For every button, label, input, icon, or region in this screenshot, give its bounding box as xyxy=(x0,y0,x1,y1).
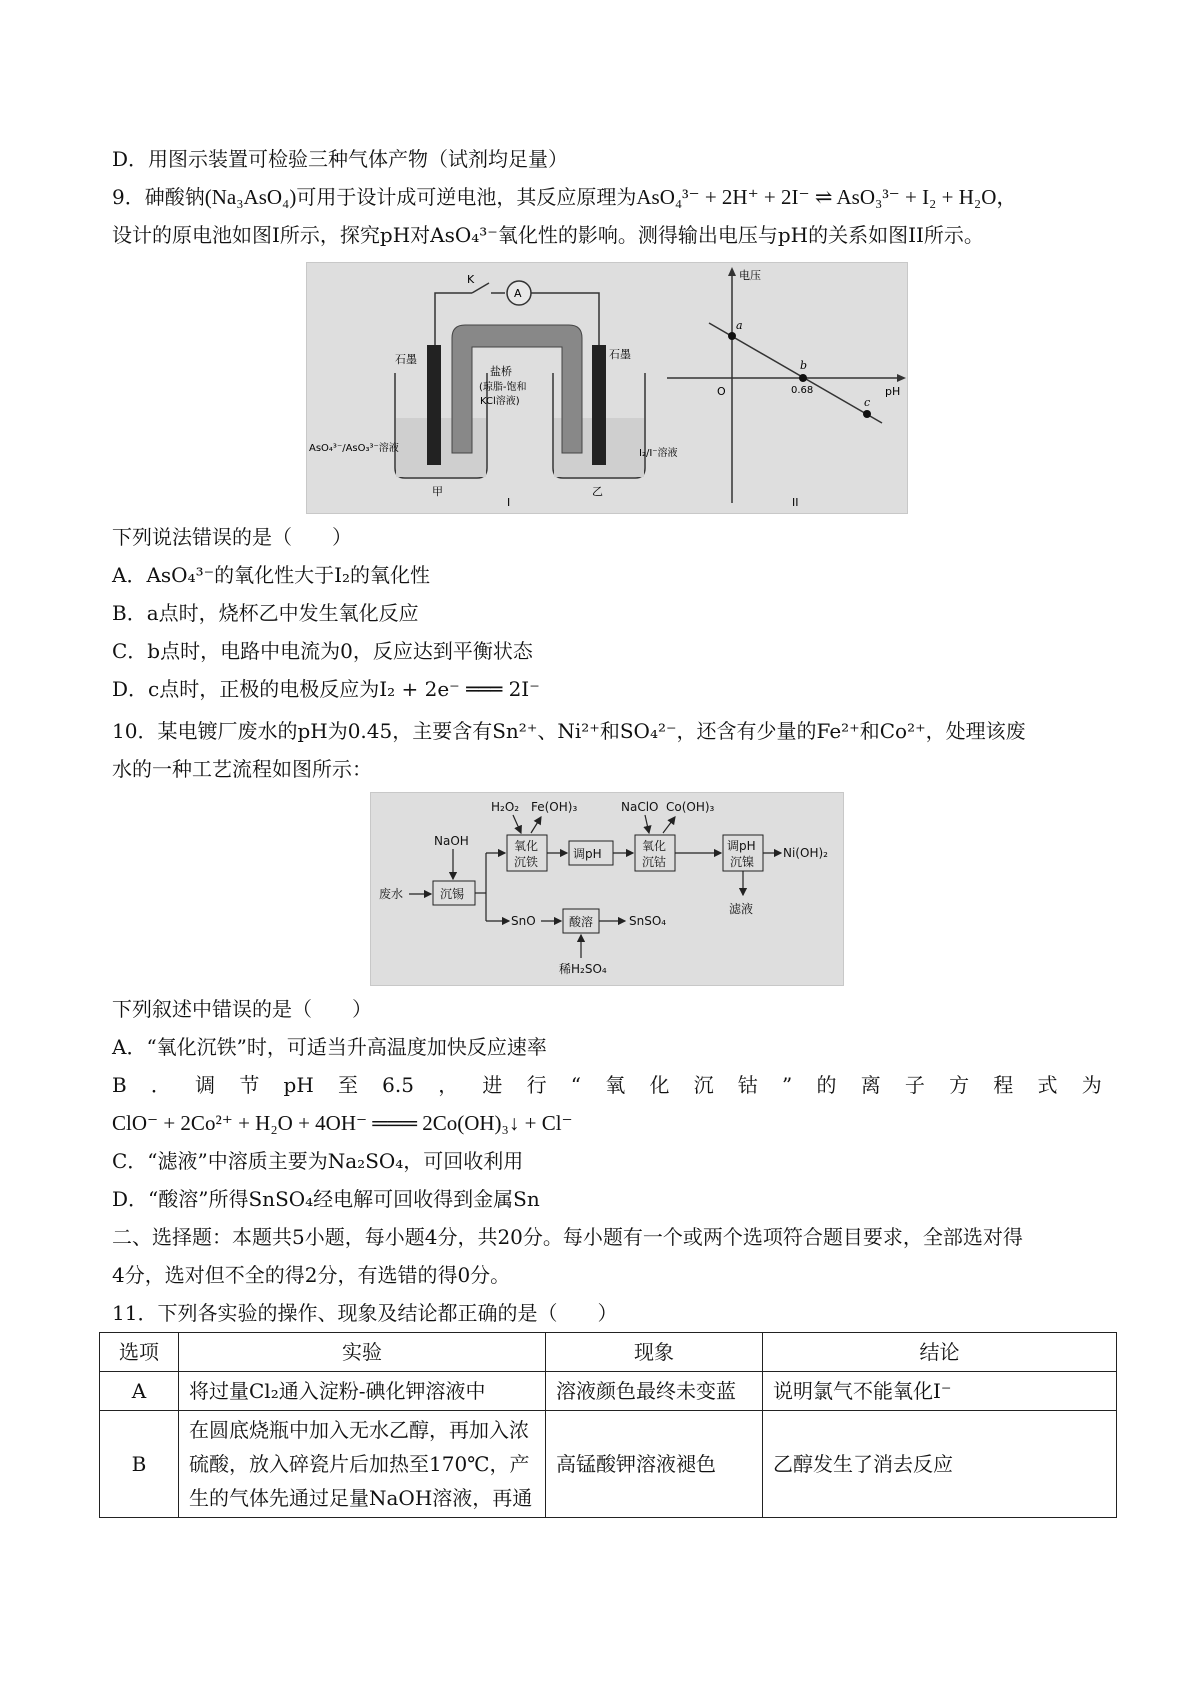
label-point-b: b xyxy=(800,359,808,372)
label-k: K xyxy=(467,273,475,286)
q10-option-b-char: 子 xyxy=(904,1073,925,1097)
q10-option-b-char: 氧 xyxy=(605,1073,626,1097)
header-option: 选项 xyxy=(100,1333,179,1372)
q11-stem: 11．下列各实验的操作、现象及结论都正确的是（ ） xyxy=(112,1301,618,1325)
flow-naoh: NaOH xyxy=(434,834,469,848)
q10-option-b-char: B xyxy=(112,1073,127,1097)
section2-line1: 二、选择题：本题共5小题，每小题4分，共20分。每小题有一个或两个选项符合题目要求，全部选对得 xyxy=(112,1225,1023,1249)
q10-option-b-equation: ClO⁻ + 2Co²⁺ + H₂O + 4OH⁻ ═══ 2Co(OH)₃↓ + Cl⁻ xyxy=(112,1111,573,1135)
q9-prompt: 下列说法错误的是（ ） xyxy=(112,525,352,549)
cell-option: B xyxy=(100,1411,179,1518)
flow-h2o2: H₂O₂ xyxy=(491,800,520,814)
voltage-ph-graph xyxy=(667,267,906,509)
cell-option: A xyxy=(100,1372,179,1411)
q10-option-b-char: 6.5 xyxy=(382,1073,414,1097)
flow-step-oxidize-1: 氧化 xyxy=(514,839,539,853)
q9-stem-line2: 设计的原电池如图I所示，探究pH对AsO₄³⁻氧化性的影响。测得输出电压与pH的关系如图II所示。 xyxy=(112,223,984,247)
flow-sno: SnO xyxy=(511,914,536,928)
cell-observation: 溶液颜色最终未变蓝 xyxy=(546,1372,763,1411)
q9-figure xyxy=(306,262,908,514)
q10-option-b-char: 节 xyxy=(239,1073,260,1097)
electrode-right xyxy=(592,345,606,465)
q10-option-b-char: 方 xyxy=(949,1073,970,1097)
flow-step-oxidize-2: 氧化 xyxy=(642,839,667,853)
label-beaker-jia: 甲 xyxy=(432,485,443,498)
label-right-solution: I₂/I⁻溶液 xyxy=(639,448,678,459)
point-c xyxy=(863,410,871,418)
label-figure-2: II xyxy=(792,496,799,509)
label-graphite-right: 石墨 xyxy=(609,348,631,361)
header-experiment: 实验 xyxy=(179,1333,546,1372)
exam-page xyxy=(112,140,1102,1518)
section2-line2: 4分，选对但不全的得2分，有选错的得0分。 xyxy=(112,1263,511,1287)
q10-option-b-char: 程 xyxy=(993,1073,1014,1097)
q10-option-b-char: 离 xyxy=(860,1073,881,1097)
q10-option-b-char: 进 xyxy=(482,1073,503,1097)
header-observation: 现象 xyxy=(546,1333,763,1372)
flow-step-acid: 酸溶 xyxy=(569,915,594,929)
q10-option-a: A．“氧化沉铁”时，可适当升高温度加快反应速率 xyxy=(112,1035,547,1059)
table-header-row xyxy=(100,1333,1117,1372)
q10-option-b-char: 的 xyxy=(816,1073,837,1097)
q10-stem-line1: 10．某电镀厂废水的pH为0.45，主要含有Sn²⁺、Ni²⁺和SO₄²⁻，还含有少量的Fe²⁺和Co²⁺，处理该废 xyxy=(112,719,1026,743)
q9-option-a: A．AsO₄³⁻的氧化性大于I₂的氧化性 xyxy=(112,563,431,587)
flow-step-adjust-ph: 调pH xyxy=(573,847,602,861)
label-point-c: c xyxy=(864,396,871,409)
switch-k xyxy=(472,283,489,293)
galvanic-cell-diagram xyxy=(309,273,678,509)
label-beaker-yi: 乙 xyxy=(592,485,603,498)
flow-filtrate: 滤液 xyxy=(729,902,754,916)
q10-option-b-char: 至 xyxy=(337,1073,358,1097)
table-row xyxy=(100,1411,1117,1518)
q10-option-b-char: 调 xyxy=(195,1073,216,1097)
q8-option-d: D．用图示装置可检验三种气体产物（试剂均足量） xyxy=(112,147,569,171)
q10-option-b-char: “ xyxy=(570,1073,582,1097)
flow-cooh3: Co(OH)₃ xyxy=(666,800,715,814)
q10-prompt: 下列叙述中错误的是（ ） xyxy=(112,997,372,1021)
flow-step-adjust-ph-2: 调pH xyxy=(727,839,756,853)
flow-nioh2: Ni(OH)₂ xyxy=(783,846,828,860)
flow-step-cobalt: 沉钴 xyxy=(642,855,667,869)
q10-option-b-char: 沉 xyxy=(693,1073,714,1097)
q10-flowchart xyxy=(370,792,844,986)
flow-snso4: SnSO₄ xyxy=(629,914,667,928)
q9-option-b: B．a点时，烧杯乙中发生氧化反应 xyxy=(112,601,419,625)
q10-option-b-char: 化 xyxy=(649,1073,670,1097)
q9-stem-line1: 9．砷酸钠(Na₃AsO₄)可用于设计成可逆电池，其反应原理为AsO₄³⁻ + 2H⁺ + 2I⁻ ⇌ AsO₃³⁻ + I₂ + H₂O， xyxy=(112,185,1018,209)
flow-step-nickel: 沉镍 xyxy=(730,855,755,869)
cell-observation: 高锰酸钾溶液褪色 xyxy=(546,1411,763,1518)
q10-option-d: D．“酸溶”所得SnSO₄经电解可回收得到金属Sn xyxy=(112,1187,540,1211)
q10-option-b-char: ， xyxy=(438,1073,459,1097)
label-salt-bridge-3: KCl溶液) xyxy=(480,396,520,407)
flow-feoh3: Fe(OH)₃ xyxy=(531,800,578,814)
flow-naclo: NaClO xyxy=(621,800,659,814)
point-b xyxy=(799,374,807,382)
electrode-left xyxy=(427,345,441,465)
label-origin: O xyxy=(717,385,726,398)
flow-step-iron: 沉铁 xyxy=(514,855,539,869)
q10-option-b-line1 xyxy=(112,1066,1102,1104)
header-conclusion: 结论 xyxy=(763,1333,1117,1372)
q10-option-b-char: ” xyxy=(782,1073,793,1097)
q10-option-b-char: 式 xyxy=(1037,1073,1058,1097)
q10-flowchart-svg xyxy=(371,793,843,985)
q11-table xyxy=(99,1332,1117,1518)
q10-option-b-char: 行 xyxy=(526,1073,547,1097)
q10-option-b-char: 为 xyxy=(1081,1073,1102,1097)
point-a xyxy=(728,332,736,340)
label-salt-bridge: 盐桥 xyxy=(490,365,512,378)
q10-option-b-char: ． xyxy=(150,1073,171,1097)
q9-option-c: C．b点时，电路中电流为0，反应达到平衡状态 xyxy=(112,639,533,663)
table-row xyxy=(100,1372,1117,1411)
flow-step-tin: 沉锡 xyxy=(440,887,465,901)
q10-option-c: C．“滤液”中溶质主要为Na₂SO₄，可回收利用 xyxy=(112,1149,524,1173)
label-ph-axis: pH xyxy=(885,385,901,398)
cell-conclusion: 乙醇发生了消去反应 xyxy=(763,1411,1117,1518)
label-salt-bridge-2: (琼脂-饱和 xyxy=(479,382,527,393)
label-b-value: 0.68 xyxy=(791,385,814,396)
label-left-solution: AsO₄³⁻/AsO₃³⁻溶液 xyxy=(309,443,399,454)
flow-h2so4: 稀H₂SO₄ xyxy=(559,962,607,976)
label-figure-1: I xyxy=(507,496,511,509)
label-point-a: a xyxy=(736,319,743,332)
label-graphite-left: 石墨 xyxy=(395,353,417,366)
q9-figure-svg xyxy=(307,263,907,513)
q10-stem-line2: 水的一种工艺流程如图所示： xyxy=(112,757,372,781)
cell-conclusion: 说明氯气不能氧化I⁻ xyxy=(763,1372,1117,1411)
flow-feed: 废水 xyxy=(379,887,404,901)
label-voltage-axis: 电压 xyxy=(739,269,761,282)
q9-option-d: D．c点时，正极的电极反应为I₂ + 2e⁻ ═══ 2I⁻ xyxy=(112,677,540,701)
q10-option-b-char: 钴 xyxy=(737,1073,758,1097)
q10-option-b-char: pH xyxy=(283,1073,314,1097)
cell-experiment: 将过量Cl₂通入淀粉-碘化钾溶液中 xyxy=(179,1372,546,1411)
label-a: A xyxy=(514,287,522,300)
cell-experiment: 在圆底烧瓶中加入无水乙醇，再加入浓硫酸，放入碎瓷片后加热至170℃，产生的气体先通过足量NaOH溶液，再通 xyxy=(179,1411,546,1518)
